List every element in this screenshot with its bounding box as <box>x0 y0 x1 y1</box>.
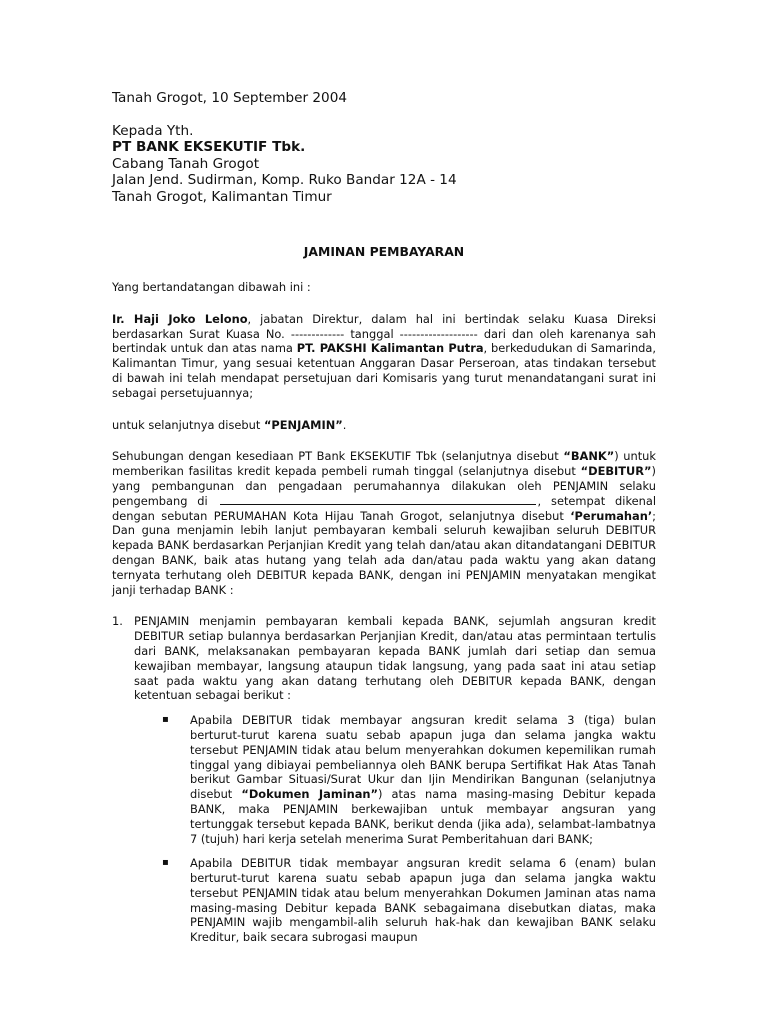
context-text-3: ) yang pembangunan dan pengadaan perumahannya dilakukan oleh PENJAMIN selaku pengembang di <box>112 464 656 508</box>
letter-date: Tanah Grogot, 10 September 2004 <box>112 90 347 106</box>
perumahan-term: ‘Perumahan’ <box>570 508 653 523</box>
guarantor-text-2: . <box>342 417 347 432</box>
dokumen-jaminan-term: “Dokumen Jaminan” <box>241 787 379 802</box>
item-text: PENJAMIN menjamin pembayaran kembali kepada BANK, sejumlah angsuran kredit DEBITUR setiap bulannya berdasarkan Perjanjian Kredit, dan/atau atas permintaan tertulis dari BANK, melaksanakan pembayaran kepada BANK jumlah dari setiap dan semua kewajiban membayar, langsung ataupun tidak langsung, yang pada saat ini atau setiap saat pada waktu yang akan datang terhutang oleh DEBITUR kepada BANK, dengan ketentuan sebagai berikut : <box>134 614 656 703</box>
sub-item-a <box>162 713 656 846</box>
sub-item-b-text: Apabila DEBITUR tidak membayar angsuran kredit selama 6 (enam) bulan berturut-turut karena suatu sebab apapun juga dan selama jangka waktu tersebut PENJAMIN tidak atau belum menyerahkan Dokumen Jaminan atas nama masing-masing Debitur kepada BANK sebagaimana disebutkan diatas, maka PENJAMIN wajib mengambil-alih seluruh hak-hak dan kewajiban BANK selaku Kreditur, baik secara subrogasi maupun <box>190 856 656 945</box>
guarantor-definition <box>112 418 656 433</box>
context-text-2: ) untuk memberikan fasilitas kredit kepada pembeli rumah tinggal (selanjutnya disebut <box>112 449 656 479</box>
bullet-icon: ▪ <box>162 714 169 726</box>
sub-item-a-text-1: Apabila DEBITUR tidak membayar angsuran kredit selama 3 (tiga) bulan berturut-turut karena suatu sebab apapun juga dan selama jangka waktu tersebut PENJAMIN tidak atau belum menyerahkan dokumen kepemilikan rumah tinggal yang dibiayai pembeliannya oleh BANK berupa Sertifikat Hak Atas Tanah berikut Gambar Situasi/Surat Ukur dan Ijin Mendirikan Bangunan (selanjutnya disebut <box>190 713 656 802</box>
debitur-term: “DEBITUR” <box>580 464 652 479</box>
signatory-name: Ir. Haji Joko Lelono <box>112 311 248 326</box>
obligation-list <box>112 614 656 945</box>
document-title: JAMINAN PEMBAYARAN <box>303 244 465 259</box>
party-text-1: , jabatan Direktur, dalam hal ini bertindak selaku Kuasa Direksi berdasarkan Surat Kuasa No. ------------- tanggal ------------------- dari dan oleh karenanya sah bertindak untuk dan atas nama <box>112 311 656 356</box>
context-text-1: Sehubungan dengan kesediaan PT Bank EKSEKUTIF Tbk (selanjutnya disebut <box>112 449 564 464</box>
context-text-4: , setempat dikenal dengan sebutan PERUMAHAN Kota Hijau Tanah Grogot, selanjutnya disebut <box>112 493 657 523</box>
bank-term: “BANK” <box>563 449 615 464</box>
list-item <box>112 614 656 945</box>
bullet-icon: ▪ <box>162 857 169 869</box>
intro-paragraph: Yang bertandatangan dibawah ini : <box>112 280 311 294</box>
recipient-street: Jalan Jend. Sudirman, Komp. Ruko Bandar 12A - 14 <box>112 172 457 188</box>
company-name: PT. PAKSHI Kalimantan Putra <box>296 341 484 356</box>
context-text-5: ; Dan guna menjamin lebih lanjut pembayaran kembali seluruh kewajiban seluruh DEBITUR kepada BANK berdasarkan Perjanjian Kredit yang telah dan/atau akan ditandatangani DEBITUR dengan BANK, baik atas hutang yang telah ada dan/atau pada waktu yang akan datang ternyata terhutang oleh DEBITUR kepada BANK, dengan ini PENJAMIN menyatakan mengikat janji terhadap BANK : <box>112 508 656 597</box>
letter-header <box>112 90 656 205</box>
context-paragraph <box>112 449 656 597</box>
recipient-bank-name: PT BANK EKSEKUTIF Tbk. <box>112 139 306 155</box>
salutation: Kepada Yth. <box>112 122 194 139</box>
item-number: 1. <box>112 614 123 629</box>
party-paragraph <box>112 312 656 401</box>
location-blank-line <box>220 494 536 505</box>
party-text-2: , berkedudukan di Samarinda, Kalimantan Timur, yang sesuai ketentuan Anggaran Dasar Perseroan, atas tindakan tersebut di bawah ini telah mendapat persetujuan dari Komisaris yang turut menandatangani surat ini sebagai persetujuannya; <box>112 341 656 400</box>
sub-item-a-text-2: ) atas nama masing-masing Debitur kepada BANK, maka PENJAMIN berkewajiban untuk membayar angsuran yang tertunggak tersebut kepada BANK, berikut denda (jika ada), selambat-lambatnya 7 (tujuh) hari kerja setelah menerima Surat Pemberitahuan dari BANK; <box>190 787 656 846</box>
sub-item-b <box>162 856 656 945</box>
guarantor-text-1: untuk selanjutnya disebut <box>112 417 264 432</box>
recipient-city: Tanah Grogot, Kalimantan Timur <box>112 188 332 205</box>
recipient-branch: Cabang Tanah Grogot <box>112 155 260 172</box>
guarantor-term: “PENJAMIN” <box>263 417 343 432</box>
